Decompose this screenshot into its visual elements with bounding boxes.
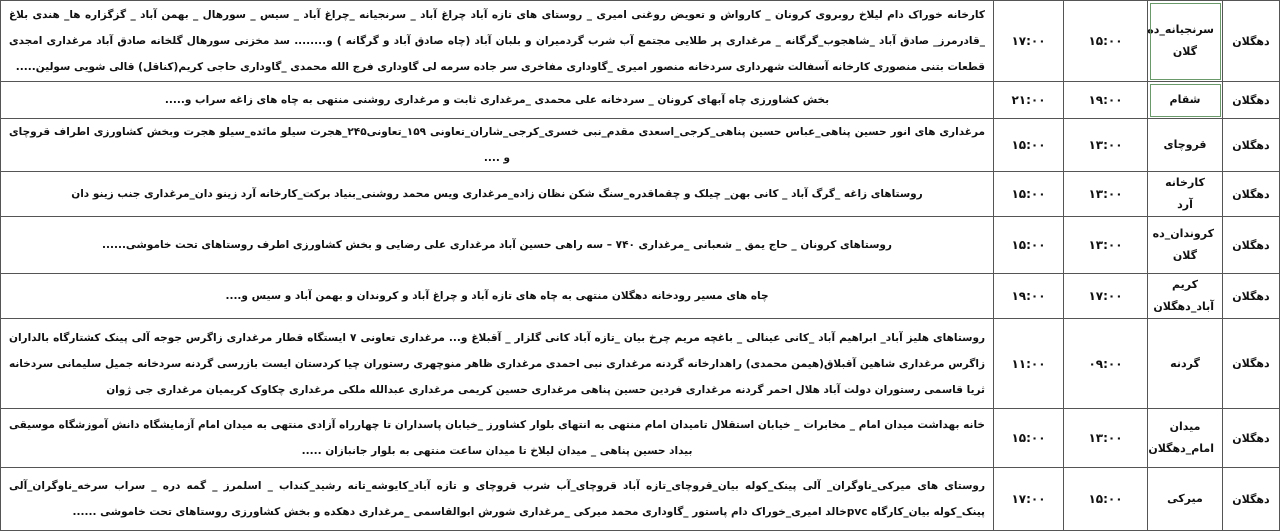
city-cell: دهگلان bbox=[1223, 274, 1280, 319]
city-cell: دهگلان bbox=[1223, 319, 1280, 409]
end-time-cell: ۱۵:۰۰ bbox=[994, 119, 1064, 172]
start-time-cell: ۰۹:۰۰ bbox=[1064, 319, 1148, 409]
feeder-cell: کریم آباد_دهگلان bbox=[1148, 274, 1223, 319]
end-time-cell: ۱۹:۰۰ bbox=[994, 274, 1064, 319]
table-row bbox=[1, 409, 1280, 468]
table-row bbox=[1, 119, 1280, 172]
affected-areas-cell: بخش کشاورزی چاه آبهای کرونان _ سردخانه علی محمدی _مرغداری ثابت و مرغداری روشنی منتهی به چاه های زاغه سراب و..... bbox=[1, 82, 994, 119]
feeder-cell: میرکی bbox=[1148, 468, 1223, 531]
affected-areas-cell: مرغداری های انور حسین پناهی_عباس حسین پناهی_کرجی_اسعدی مقدم_نبی خسری_کرجی_شاران_تعاونی ۱۵۹_تعاونی۲۴۵_هجرت سیلو مائده_سیلو هجرت وبخش کشاورزی اطراف قروچای و .... bbox=[1, 119, 994, 172]
feeder-cell: قروچای bbox=[1148, 119, 1223, 172]
end-time-cell: ۱۵:۰۰ bbox=[994, 217, 1064, 274]
table-row bbox=[1, 172, 1280, 217]
table-row bbox=[1, 217, 1280, 274]
affected-areas-cell: چاه های مسیر رودخانه دهگلان منتهی به چاه های تازه آباد و چراغ آباد و کروندان و بهمن آباد و سیس و.... bbox=[1, 274, 994, 319]
affected-areas-cell: روستاهای کرونان _ حاج یمق _ شعبانی _مرغداری ۷۴۰ – سه راهی حسین آباد مرغداری علی رضایی و بخش کشاورزی اطرف روستاهای تحت خاموشی...... bbox=[1, 217, 994, 274]
end-time-cell: ۱۵:۰۰ bbox=[994, 409, 1064, 468]
start-time-cell: ۱۵:۰۰ bbox=[1064, 1, 1148, 82]
start-time-cell: ۱۳:۰۰ bbox=[1064, 409, 1148, 468]
table-body bbox=[1, 1, 1280, 531]
table-row bbox=[1, 1, 1280, 82]
city-cell: دهگلان bbox=[1223, 468, 1280, 531]
city-cell: دهگلان bbox=[1223, 217, 1280, 274]
affected-areas-cell: خانه بهداشت میدان امام _ مخابرات _ خیابان استقلال تامیدان امام منتهی به انتهای بلوار کشاورز _خیابان پاسداران تا چهارراه آزادی منتهی به میدان امام آزمایشگاه دانش آموزشگاه موسیقی بیداد حسین پناهی _ میدان لیلاخ تا میدان ساعت منتهی به بلوار جانبازان ..... bbox=[1, 409, 994, 468]
feeder-cell: کارخانه آرد bbox=[1148, 172, 1223, 217]
city-cell: دهگلان bbox=[1223, 409, 1280, 468]
feeder-cell: سرنجیانه_ده گلان bbox=[1148, 1, 1223, 82]
affected-areas-cell: روستاهای زاغه _گرگ آباد _ کانی بهن_ چیلک و چقماقدره_سنگ شکن نظان زاده_مرغداری ویس محمد روشنی_بنیاد برکت_کارخانه آرد زینو دان_مرغداری جنب زینو دان bbox=[1, 172, 994, 217]
affected-areas-cell: روستاهای هلیز آباد_ ابراهیم آباد _کانی عینالی _ باغچه مریم چرخ بیان _تازه آباد کانی گلزار _ آقبلاغ و... مرغداری تعاونی ۷ ایستگاه قطار مرغداری زاگرس جوجه آلی پینک کشتارگاه بالداران زاگرس مرغداری شاهین آقبلاق(هیمن محمدی) راهدارخانه گردنه مرغداری نبی احمدی مرغداری ظاهر منوچهری رستوران چیا کردستان ایست بازرسی گردنه سردخانه جمیل سلیمانی سردخانه ثریا قاسمی رستوران دولت آباد هلال احمر گردنه مرغداری فردین حسین پناهی مرغداری حسین کریمی مرغداری عبدالله ملکی مرغداری چکاوک کریمیان مرغداری جی ژوان bbox=[1, 319, 994, 409]
table-row bbox=[1, 82, 1280, 119]
feeder-cell: میدان امام_دهگلان bbox=[1148, 409, 1223, 468]
table-row bbox=[1, 319, 1280, 409]
start-time-cell: ۱۵:۰۰ bbox=[1064, 468, 1148, 531]
feeder-cell: کروندان_ده گلان bbox=[1148, 217, 1223, 274]
city-cell: دهگلان bbox=[1223, 82, 1280, 119]
start-time-cell: ۱۹:۰۰ bbox=[1064, 82, 1148, 119]
start-time-cell: ۱۳:۰۰ bbox=[1064, 119, 1148, 172]
start-time-cell: ۱۳:۰۰ bbox=[1064, 172, 1148, 217]
city-cell: دهگلان bbox=[1223, 119, 1280, 172]
end-time-cell: ۱۷:۰۰ bbox=[994, 1, 1064, 82]
start-time-cell: ۱۷:۰۰ bbox=[1064, 274, 1148, 319]
affected-areas-cell: روستای های میرکی_ناوگران_ آلی پینک_کوله بیان_قروچای_تازه آباد قروچای_آب شرب قروچای و تازه آباد_کایوشه_تانه رشید_کنداب _ اسلمرز _ گمه دره _ سراب سرخه_ناوگران_آلی پینک_کوله بیان_کارگاه pvcخالد امیری_خوراک دام پاستور _گاوداری محمد میرکی _مرغداری شورش ابوالقاسمی _مرغداری دهکده و بخش کشاورزی روستاهای تحت خاموشی ...... bbox=[1, 468, 994, 531]
table-row bbox=[1, 468, 1280, 531]
end-time-cell: ۲۱:۰۰ bbox=[994, 82, 1064, 119]
end-time-cell: ۱۵:۰۰ bbox=[994, 172, 1064, 217]
end-time-cell: ۱۷:۰۰ bbox=[994, 468, 1064, 531]
end-time-cell: ۱۱:۰۰ bbox=[994, 319, 1064, 409]
feeder-cell: گردنه bbox=[1148, 319, 1223, 409]
start-time-cell: ۱۳:۰۰ bbox=[1064, 217, 1148, 274]
affected-areas-cell: کارخانه خوراک دام لیلاخ روبروی کرونان _ کارواش و تعویض روغنی امیری _ روستای های تازه آباد چراغ آباد _ سرنجیانه _چراغ آباد _ سیس _ سورهال _ بهمن آباد _ گزگزاره ها_ هندی بلاغ _قادرمرز_ صادق آباد _شاهجوب_گرگانه _ مرغداری پر طلایی مجتمع آب شرب گردمیران و بلبان آباد (چاه صادق آباد و گرگانه ) و........ سد مخزنی سورهال گلخانه صادق آباد مرغداری امجدی قطعات بتنی منصوری کارخانه آسفالت شهرداری سردخانه منصور امیری _گاوداری مفاخری سر جاده سرمه لی گاوداری فرج الله محمدی _گاوداری حاجی کریم(کناقل) قالی شویی سولین..... bbox=[1, 1, 994, 82]
feeder-cell: شقام bbox=[1148, 82, 1223, 119]
city-cell: دهگلان bbox=[1223, 172, 1280, 217]
city-cell: دهگلان bbox=[1223, 1, 1280, 82]
table-row bbox=[1, 274, 1280, 319]
